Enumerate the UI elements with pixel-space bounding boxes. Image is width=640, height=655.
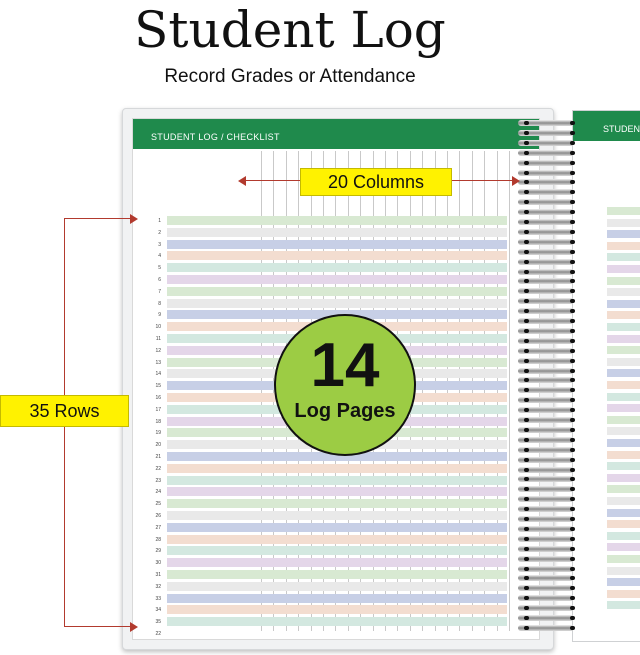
binding-hole	[570, 398, 575, 402]
binding-hole	[570, 458, 575, 462]
next-page-row	[607, 358, 640, 366]
binding-hole	[570, 596, 575, 600]
next-page-header	[573, 111, 640, 141]
binding-hole	[570, 240, 575, 244]
row-band	[167, 594, 507, 603]
binding-hole	[524, 517, 529, 521]
next-page-row	[607, 532, 640, 540]
binding-hole	[524, 349, 529, 353]
next-page-row	[607, 427, 640, 435]
binding-hole	[570, 279, 575, 283]
binding-hole	[570, 626, 575, 630]
binding-hole	[524, 220, 529, 224]
row-number: 16	[155, 395, 161, 401]
next-page-row	[607, 381, 640, 389]
next-page-row	[607, 369, 640, 377]
row-number: 29	[155, 548, 161, 555]
page-subtitle: Record Grades or Attendance	[164, 66, 416, 87]
binding-hole	[570, 616, 575, 620]
row-band	[167, 287, 507, 296]
row-number: 22	[155, 465, 161, 472]
binding-hole	[524, 171, 529, 175]
binding-hole	[570, 507, 575, 511]
log-row	[151, 522, 511, 534]
binding-hole	[570, 497, 575, 501]
log-pages-count: 14	[310, 331, 380, 400]
next-page-row	[607, 207, 640, 215]
binding-hole	[524, 616, 529, 620]
log-row	[151, 616, 511, 628]
page-title: Student Log	[134, 1, 446, 59]
row-band	[167, 251, 507, 260]
page-header-bar	[133, 119, 539, 149]
row-band	[167, 240, 507, 249]
row-band	[167, 629, 507, 638]
log-row	[151, 628, 511, 640]
binding-hole	[570, 468, 575, 472]
binding-hole	[524, 438, 529, 442]
next-page-row	[607, 416, 640, 424]
log-row	[151, 286, 511, 298]
row-number: 27	[155, 524, 161, 531]
log-row	[151, 475, 511, 487]
binding-hole	[570, 517, 575, 521]
binding-hole	[570, 477, 575, 481]
binding-hole	[570, 260, 575, 264]
binding-hole	[570, 428, 575, 432]
binding-hole	[524, 339, 529, 343]
row-number: 18	[155, 418, 161, 425]
rows-arrow-bottom	[64, 626, 132, 627]
binding-hole	[524, 319, 529, 323]
row-number: 26	[155, 513, 161, 519]
row-number: 6	[158, 277, 161, 283]
row-number: 35	[155, 619, 161, 626]
binding-hole	[524, 369, 529, 373]
binding-hole	[524, 131, 529, 135]
binding-hole	[524, 458, 529, 462]
binding-hole	[570, 141, 575, 145]
binding-hole	[570, 349, 575, 353]
log-row	[151, 227, 511, 239]
binding-hole	[570, 250, 575, 254]
next-page-row	[607, 555, 640, 563]
row-band	[167, 228, 507, 237]
next-page-row	[607, 439, 640, 447]
binding-hole	[570, 319, 575, 323]
row-number: 8	[158, 300, 161, 307]
row-band	[167, 464, 507, 473]
page-header-label: STUDENT LOG / CHECKLIST	[151, 132, 280, 142]
row-band	[167, 582, 507, 591]
spiral-binding	[518, 120, 578, 640]
binding-hole	[570, 190, 575, 194]
binding-hole	[570, 438, 575, 442]
binding-hole	[524, 309, 529, 313]
next-page-row	[607, 253, 640, 261]
row-band	[167, 216, 507, 225]
row-band	[167, 299, 507, 308]
binding-hole	[524, 527, 529, 531]
row-number: 24	[155, 489, 161, 496]
binding-hole	[570, 339, 575, 343]
row-number: 22	[155, 631, 161, 637]
next-page-row	[607, 601, 640, 609]
binding-hole	[524, 428, 529, 432]
next-page-row	[607, 219, 640, 227]
log-row	[151, 498, 511, 510]
binding-hole	[570, 369, 575, 373]
next-page-row	[607, 474, 640, 482]
row-number: 25	[155, 501, 161, 508]
binding-hole	[524, 270, 529, 274]
binding-hole	[524, 408, 529, 412]
row-number: 28	[155, 536, 161, 543]
next-page-row	[607, 265, 640, 273]
binding-hole	[570, 576, 575, 580]
binding-hole	[524, 606, 529, 610]
columns-arrow-left-head	[238, 176, 246, 186]
log-row	[151, 569, 511, 581]
binding-hole	[570, 418, 575, 422]
binding-hole	[524, 418, 529, 422]
binding-hole	[570, 547, 575, 551]
binding-hole	[570, 448, 575, 452]
binding-hole	[524, 468, 529, 472]
next-page-header-label: STUDEN	[603, 124, 640, 134]
next-page-row	[607, 230, 640, 238]
next-page-row	[607, 590, 640, 598]
binding-hole	[524, 161, 529, 165]
log-row	[151, 604, 511, 616]
row-number: 32	[155, 583, 161, 590]
binding-hole	[570, 586, 575, 590]
binding-hole	[570, 200, 575, 204]
binding-hole	[570, 359, 575, 363]
log-row	[151, 298, 511, 310]
binding-hole	[570, 161, 575, 165]
next-page-row	[607, 485, 640, 493]
binding-hole	[570, 487, 575, 491]
row-number: 5	[158, 265, 161, 272]
binding-hole	[524, 567, 529, 571]
binding-hole	[570, 171, 575, 175]
log-row	[151, 239, 511, 251]
log-row	[151, 274, 511, 286]
binding-hole	[524, 141, 529, 145]
row-band	[167, 511, 507, 520]
binding-hole	[570, 606, 575, 610]
next-page-row	[607, 311, 640, 319]
row-band	[167, 263, 507, 272]
next-page-row	[607, 335, 640, 343]
next-notebook-page	[572, 110, 640, 642]
row-number: 14	[155, 371, 161, 378]
binding-hole	[524, 626, 529, 630]
next-page-row	[607, 242, 640, 250]
row-band	[167, 275, 507, 284]
binding-hole	[524, 557, 529, 561]
binding-hole	[570, 557, 575, 561]
row-number: 13	[155, 359, 161, 366]
binding-hole	[524, 151, 529, 155]
next-page-row	[607, 578, 640, 586]
row-number: 12	[155, 347, 161, 354]
row-number: 19	[155, 430, 161, 437]
next-page-row	[607, 346, 640, 354]
next-page-row	[607, 393, 640, 401]
row-band	[167, 605, 507, 614]
log-row	[151, 486, 511, 498]
next-page-row	[607, 462, 640, 470]
row-band	[167, 476, 507, 485]
next-page-row	[607, 404, 640, 412]
next-page-row	[607, 451, 640, 459]
binding-hole	[570, 220, 575, 224]
next-page-row	[607, 288, 640, 296]
binding-hole	[524, 507, 529, 511]
log-row	[151, 215, 511, 227]
binding-hole	[524, 359, 529, 363]
binding-hole	[524, 260, 529, 264]
next-page-row	[607, 497, 640, 505]
log-row	[151, 250, 511, 262]
row-number: 4	[158, 253, 161, 260]
binding-hole	[570, 270, 575, 274]
row-number: 9	[158, 312, 161, 319]
row-number: 17	[155, 406, 161, 413]
row-number: 20	[155, 442, 161, 449]
row-band	[167, 546, 507, 555]
row-number: 3	[158, 241, 161, 248]
log-row	[151, 593, 511, 605]
row-number: 30	[155, 560, 161, 567]
binding-hole	[524, 448, 529, 452]
row-number: 2	[158, 229, 161, 236]
log-row	[151, 534, 511, 546]
next-page-row	[607, 567, 640, 575]
binding-hole	[570, 121, 575, 125]
binding-hole	[570, 299, 575, 303]
log-row	[151, 581, 511, 593]
binding-hole	[570, 537, 575, 541]
log-row	[151, 557, 511, 569]
row-number: 34	[155, 607, 161, 614]
row-number: 21	[155, 454, 161, 460]
row-band	[167, 535, 507, 544]
binding-hole	[524, 240, 529, 244]
binding-hole	[570, 180, 575, 184]
row-number: 1	[158, 218, 161, 224]
row-band	[167, 487, 507, 496]
next-page-row	[607, 509, 640, 517]
binding-hole	[570, 567, 575, 571]
next-page-row	[607, 300, 640, 308]
row-number: 31	[155, 572, 161, 578]
columns-arrow-right-head	[512, 176, 520, 186]
binding-hole	[524, 121, 529, 125]
rows-callout: 35 Rows	[0, 395, 129, 427]
next-page-row	[607, 520, 640, 528]
row-band	[167, 499, 507, 508]
binding-hole	[524, 250, 529, 254]
binding-hole	[570, 309, 575, 313]
binding-hole	[570, 210, 575, 214]
log-pages-badge	[274, 314, 416, 456]
binding-hole	[524, 210, 529, 214]
log-row	[151, 510, 511, 522]
row-number: 10	[155, 324, 161, 331]
binding-hole	[570, 329, 575, 333]
binding-hole	[570, 131, 575, 135]
row-number: 7	[158, 288, 161, 295]
binding-hole	[570, 289, 575, 293]
binding-hole	[570, 151, 575, 155]
row-number: 11	[155, 336, 161, 342]
next-page-row	[607, 323, 640, 331]
row-band	[167, 523, 507, 532]
binding-hole	[524, 537, 529, 541]
log-pages-label: Log Pages	[294, 400, 396, 422]
row-band	[167, 570, 507, 579]
rows-arrow-bottom-head	[130, 622, 138, 632]
row-band	[167, 558, 507, 567]
next-page-row	[607, 277, 640, 285]
binding-hole	[524, 230, 529, 234]
columns-callout: 20 Columns	[300, 168, 452, 196]
row-number: 23	[155, 477, 161, 484]
binding-hole	[570, 230, 575, 234]
log-row	[151, 463, 511, 475]
log-row	[151, 262, 511, 274]
rows-arrow-top-head	[130, 214, 138, 224]
row-number: 33	[155, 595, 161, 602]
row-band	[167, 617, 507, 626]
binding-hole	[570, 408, 575, 412]
rows-arrow-top	[64, 218, 132, 219]
log-row	[151, 545, 511, 557]
next-page-row	[607, 543, 640, 551]
row-number: 15	[155, 383, 161, 390]
binding-hole	[570, 388, 575, 392]
binding-hole	[570, 378, 575, 382]
binding-hole	[570, 527, 575, 531]
binding-hole	[524, 329, 529, 333]
binding-hole	[524, 547, 529, 551]
